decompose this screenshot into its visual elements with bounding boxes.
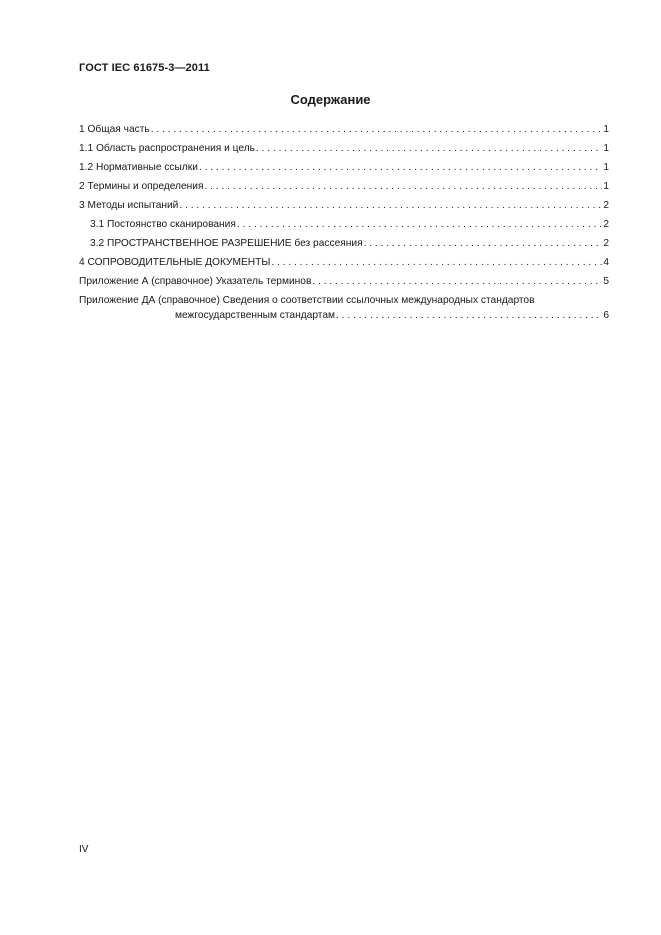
toc-leader-dots [256,141,602,157]
toc-leader-dots [364,236,603,252]
toc-entry-appendix-da-line1[interactable]: Приложение ДА (справочное) Сведения о соответствии ссылочных международных стандартов [79,295,535,306]
toc-entry-page: 4 [603,257,609,268]
toc-entry-1[interactable] [79,122,609,138]
toc-entry-4[interactable] [79,255,609,271]
toc-entry-label: 1.1 Область распространения и цель [79,143,255,154]
toc-entry-3-1[interactable] [90,217,609,233]
toc-entry-2[interactable] [79,179,609,195]
toc-leader-dots [199,160,602,176]
toc-leader-dots [179,198,602,214]
toc-entry-page: 2 [603,238,609,249]
toc-leader-dots [237,217,602,233]
toc-entry-label: 3.1 Постоянство сканирования [90,219,236,230]
toc-entry-page: 1 [603,162,609,173]
toc-leader-dots [312,274,602,290]
toc-entry-label: 2 Термины и определения [79,181,204,192]
toc-entry-label: 1.2 Нормативные ссылки [79,162,198,173]
toc-entry-page: 2 [603,219,609,230]
page-title: Содержание [290,92,371,107]
toc-entry-label: межгосударственным стандартам [175,310,335,321]
toc-entry-label: 1 Общая часть [79,124,150,135]
toc-entry-3[interactable] [79,198,609,214]
toc-leader-dots [204,179,602,195]
toc-entry-3-2[interactable] [90,236,609,252]
toc-entry-page: 2 [603,200,609,211]
page-number: IV [79,844,89,855]
toc-entry-appendix-da-line2[interactable] [175,308,609,324]
toc-entry-label: 3.2 ПРОСТРАНСТВЕННОЕ РАЗРЕШЕНИЕ без рассеяния [90,238,363,249]
toc-entry-1-2[interactable] [79,160,609,176]
toc-leader-dots [151,122,603,138]
toc-entry-page: 5 [603,276,609,287]
toc-entry-label: 3 Методы испытаний [79,200,179,211]
standard-code-header: ГОСТ IEC 61675-3—2011 [79,62,210,74]
toc-leader-dots [336,308,602,324]
toc-entry-label: Приложение А (справочное) Указатель терминов [79,276,312,287]
toc-entry-page: 1 [603,181,609,192]
toc-entry-page: 1 [603,143,609,154]
toc-entry-1-1[interactable] [79,141,609,157]
toc-entry-page: 6 [603,310,609,321]
toc-leader-dots [271,255,602,271]
toc-entry-label: 4 СОПРОВОДИТЕЛЬНЫЕ ДОКУМЕНТЫ [79,257,271,268]
toc-entry-appendix-a[interactable] [79,274,609,290]
toc-entry-page: 1 [603,124,609,135]
